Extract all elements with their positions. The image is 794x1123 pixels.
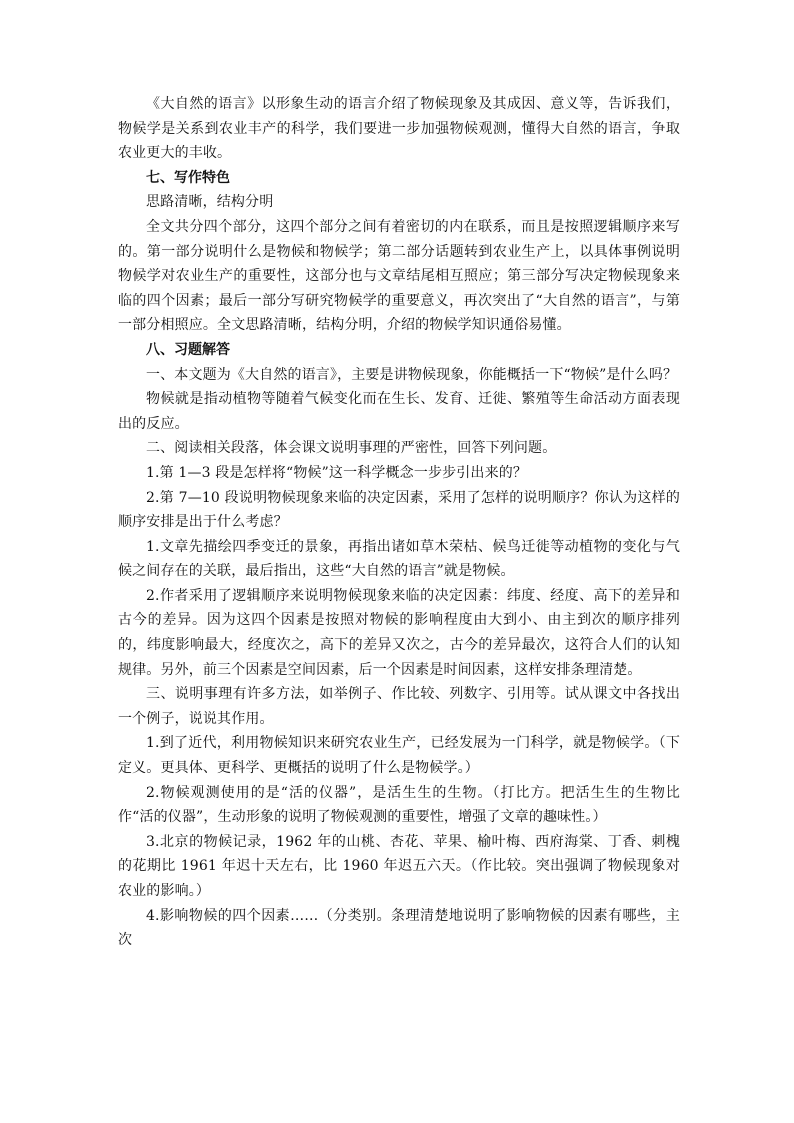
document-page: [118, 92, 680, 953]
answer-three-item-3: 3.北京的物候记录，1962 年的山桃、杏花、苹果、榆叶梅、西府海棠、丁香、刺槐的花期比 1961 年迟十天左右，比 1960 年迟五六天。（作比较。突出强调了物候现象对农业的影响。）: [118, 833, 680, 899]
structure-paragraph: 全文共分四个部分，这四个部分之间有着密切的内在联系，而且是按照逻辑顺序来写的。第一部分说明什么是物候和物候学；第二部分话题转到农业生产上，以具体事例说明物候学对农业生产的重要性，这部分也与文章结尾相互照应；第三部分写决定物候现象来临的四个因素；最后一部分写研究物候学的重要意义，再次突出了“大自然的语言”，与第一部分相照应。全文思路清晰，结构分明，介绍的物候学知识通俗易懂。: [118, 218, 680, 334]
question-two-item-1: 1.第 1—3 段是怎样将“物候”这一科学概念一步步引出来的？: [146, 464, 528, 481]
answer-two-item-1: 1.文章先描绘四季变迁的景象，再指出诸如草木荣枯、候鸟迁徙等动植物的变化与气候之间存在的关联，最后指出，这些“大自然的语言”就是物候。: [118, 538, 680, 580]
question-three: 三、说明事理有许多方法，如举例子、作比较、列数字、引用等。试从课文中各找出一个例子，说说其作用。: [118, 686, 680, 727]
answer-one: 物候就是指动植物等随着气候变化而在生长、发育、迁徙、繁殖等生命活动方面表现出的反应。: [118, 391, 680, 432]
section-heading-exercises: 八、习题解答: [146, 341, 230, 358]
question-two-item-2: 2.第 7—10 段说明物候现象来临的决定因素，采用了怎样的说明顺序？你认为这样的顺序安排是出于什么考虑？: [118, 489, 680, 531]
question-two: 二、阅读相关段落，体会课文说明事理的严密性，回答下列问题。: [146, 440, 557, 457]
summary-paragraph: 《大自然的语言》以形象生动的语言介绍了物候现象及其成因、意义等，告诉我们，物候学是关系到农业丰产的科学，我们要进一步加强物候观测，懂得大自然的语言，争取农业更大的丰收。: [118, 96, 680, 162]
section-heading-writing-features: 七、写作特色: [146, 169, 230, 186]
answer-three-item-4: 4.影响物候的四个因素……（分类别。条理清楚地说明了影响物候的因素有哪些，主次: [118, 907, 680, 949]
subheading-paragraph: 思路清晰，结构分明: [146, 194, 274, 211]
question-one: 一、本文题为《大自然的语言》，主要是讲物候现象，你能概括一下“物候”是什么吗？: [146, 366, 678, 383]
answer-two-item-2: 2.作者采用了逻辑顺序来说明物候现象来临的决定因素：纬度、经度、高下的差异和古今的差异。因为这四个因素是按照对物候的影响程度由大到小、由主到次的顺序排列的，纬度影响最大，经度次之，高下的差异又次之，古今的差异最次，这符合人们的认知规律。另外，前三个因素是空间因素，后一个因素是时间因素，这样安排条理清楚。: [118, 587, 680, 678]
answer-three-item-2: 2.物候观测使用的是“活的仪器”，是活生生的生物。（打比方。把活生生的生物比作“活的仪器”，生动形象的说明了物候观测的重要性，增强了文章的趣味性。）: [118, 784, 680, 826]
answer-three-item-1: 1.到了近代，利用物候知识来研究农业生产，已经发展为一门科学，就是物候学。（下定义。更具体、更科学、更概括的说明了什么是物候学。）: [118, 735, 680, 777]
